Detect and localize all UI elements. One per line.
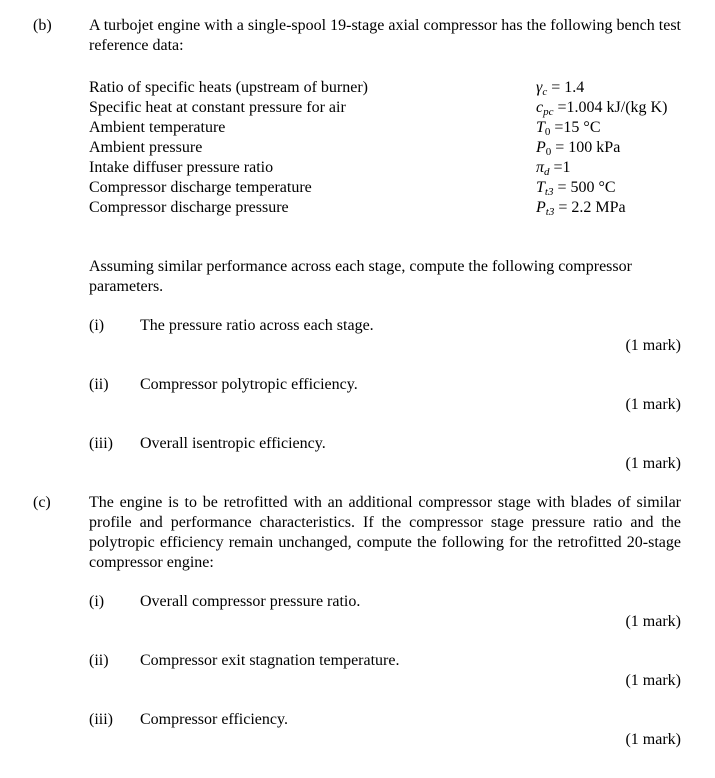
data-row-value: $\pi_d =1$ bbox=[536, 159, 571, 178]
data-row-value: $T_{t3} = 500$ °C bbox=[536, 179, 616, 198]
item-number: (i) bbox=[89, 317, 105, 334]
data-row-name: Ambient pressure bbox=[89, 139, 203, 156]
data-row-value: $c_{pc} =1.004$ kJ/(kg K) bbox=[536, 99, 668, 118]
item-text: Compressor exit stagnation temperature. bbox=[140, 652, 400, 669]
item-number: (i) bbox=[89, 593, 105, 610]
item-number: (ii) bbox=[89, 652, 109, 669]
part-b-question: Assuming similar performance across each stage, compute the following compressor parameters. bbox=[89, 258, 632, 295]
data-row-value: $\gamma_c = 1.4$ bbox=[536, 79, 585, 98]
mark-label: (1 mark) bbox=[625, 613, 681, 630]
part-c-intro: The engine is to be retrofitted with an additional compressor stage with blades of similar profile and performance characteristics. If the compressor stage pressure ratio and the polytropic efficiency remain unchanged, compute the following for the retrofitted 20-stage compressor engine: bbox=[89, 494, 681, 571]
mark-label: (1 mark) bbox=[625, 731, 681, 748]
mark-label: (1 mark) bbox=[625, 396, 681, 413]
part-c-label: (c) bbox=[33, 494, 51, 511]
data-row-name: Ambient temperature bbox=[89, 119, 226, 136]
part-b-label: (b) bbox=[33, 17, 52, 34]
mark-label: (1 mark) bbox=[625, 337, 681, 354]
data-row-value: $T_0 =15$ °C bbox=[536, 119, 601, 138]
item-text: The pressure ratio across each stage. bbox=[140, 317, 374, 334]
item-text: Compressor efficiency. bbox=[140, 711, 288, 728]
data-row-value: $P_{t3} = 2.2$ MPa bbox=[536, 199, 626, 218]
data-row-name: Compressor discharge pressure bbox=[89, 199, 289, 216]
part-b-intro: A turbojet engine with a single-spool 19-stage axial compressor has the following bench test reference data: bbox=[89, 17, 681, 54]
data-row-name: Compressor discharge temperature bbox=[89, 179, 312, 196]
item-text: Overall compressor pressure ratio. bbox=[140, 593, 361, 610]
item-text: Compressor polytropic efficiency. bbox=[140, 376, 358, 393]
data-row-name: Intake diffuser pressure ratio bbox=[89, 159, 274, 176]
item-number: (iii) bbox=[89, 435, 113, 452]
item-text: Overall isentropic efficiency. bbox=[140, 435, 326, 452]
data-row-name: Ratio of specific heats (upstream of burner) bbox=[89, 79, 369, 96]
mark-label: (1 mark) bbox=[625, 455, 681, 472]
data-row-value: $P_0 = 100$ kPa bbox=[536, 139, 621, 158]
item-number: (ii) bbox=[89, 376, 109, 393]
data-row-name: Specific heat at constant pressure for air bbox=[89, 99, 346, 116]
item-number: (iii) bbox=[89, 711, 113, 728]
mark-label: (1 mark) bbox=[625, 672, 681, 689]
